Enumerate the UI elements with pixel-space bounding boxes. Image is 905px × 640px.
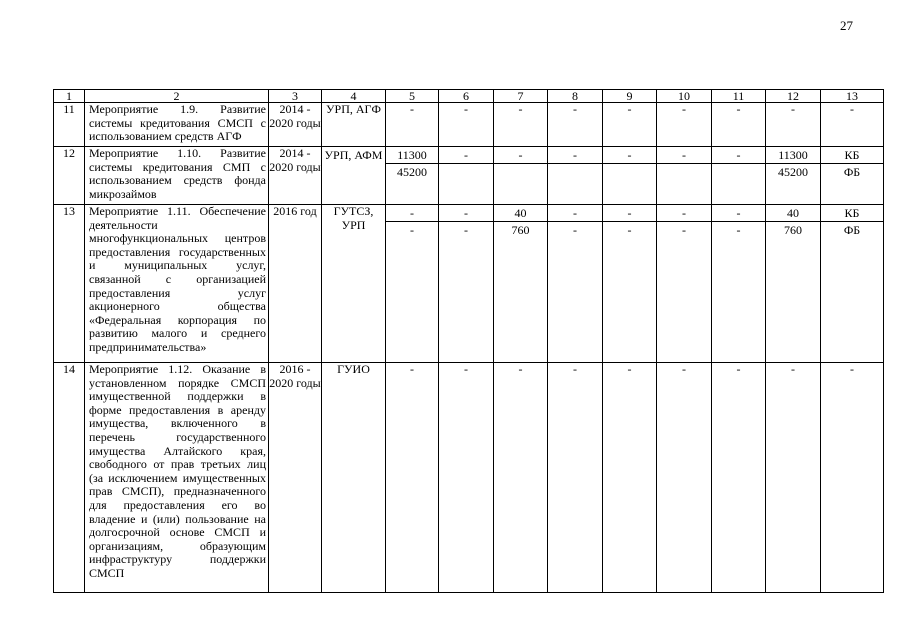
value-sub: - <box>682 223 686 237</box>
value-sub: - <box>573 223 577 237</box>
value-sub: 40 <box>766 205 820 222</box>
measure-name: Мероприятие 1.12. Оказание в установленном порядке СМСП имущественной поддержки в форме предоставления в аренду имущества, включенного в перечень государственного имущества Алтайского края, свободного от прав третьих лиц (за исключением имущественных прав СМСП), предназначенного для предоставления его во владение и (или) пользование на долгосрочной основе СМСП и организациям, образующим инфраструктуру поддержки СМСП <box>85 363 269 593</box>
column-header: 4 <box>322 90 386 103</box>
value-sub: 40 <box>494 205 547 222</box>
value-sub: - <box>548 147 602 164</box>
value-sub: - <box>627 223 632 237</box>
column-header: 9 <box>603 90 657 103</box>
measure-name: Мероприятие 1.11. Обеспечение деятельности многофункциональных центров предоставления государственных и муниципальных услуг, связанной с организацией предоставления услуг акционерного общества «Федеральная корпорация по развитию малого и среднего предпринимательства» <box>85 205 269 363</box>
row-number: 14 <box>54 363 85 593</box>
value-sub: КБ <box>821 147 883 164</box>
value-cell: - <box>657 363 712 593</box>
value-cell <box>821 205 884 363</box>
value-sub: - <box>603 147 656 164</box>
value-sub <box>439 164 493 180</box>
measure-executor: ГУТСЗ, УРП <box>322 205 386 363</box>
value-cell <box>439 205 494 363</box>
value-sub: - <box>603 205 656 222</box>
value-cell: - <box>386 103 439 147</box>
row-number: 13 <box>54 205 85 363</box>
table-row <box>54 205 884 363</box>
value-cell: - <box>386 363 439 593</box>
value-cell: - <box>712 103 766 147</box>
value-cell <box>439 147 494 205</box>
value-sub <box>494 164 547 180</box>
measure-period: 2016 год <box>269 205 322 363</box>
value-cell: - <box>712 363 766 593</box>
page-number: 27 <box>840 18 853 33</box>
value-sub: 11300 <box>766 147 820 164</box>
value-sub: - <box>464 223 468 237</box>
column-header: 10 <box>657 90 712 103</box>
value-sub: - <box>439 147 493 164</box>
value-sub: - <box>657 147 711 164</box>
measure-executor: ГУИО <box>322 363 386 593</box>
value-cell: - <box>766 103 821 147</box>
value-cell: - <box>603 103 657 147</box>
value-cell <box>548 147 603 205</box>
value-sub: - <box>548 205 602 222</box>
measure-executor: УРП, АГФ <box>322 103 386 147</box>
table-row <box>54 147 884 205</box>
column-header: 5 <box>386 90 439 103</box>
measure-executor: УРП, АФМ <box>322 147 386 205</box>
row-number: 12 <box>54 147 85 205</box>
value-cell <box>766 147 821 205</box>
value-cell <box>548 205 603 363</box>
header-row <box>54 90 884 103</box>
value-cell: - <box>657 103 712 147</box>
value-sub: 760 <box>511 223 530 237</box>
value-cell: - <box>439 103 494 147</box>
value-cell: - <box>821 103 884 147</box>
column-header: 12 <box>766 90 821 103</box>
value-cell: - <box>766 363 821 593</box>
column-header: 1 <box>54 90 85 103</box>
value-cell <box>386 147 439 205</box>
value-sub: - <box>736 223 741 237</box>
value-cell <box>766 205 821 363</box>
value-cell: - <box>439 363 494 593</box>
measure-period: 2016 - 2020 годы <box>269 363 322 593</box>
value-sub <box>712 164 765 180</box>
value-sub <box>657 164 711 180</box>
value-cell <box>657 205 712 363</box>
value-cell <box>821 147 884 205</box>
value-cell: - <box>548 103 603 147</box>
value-cell <box>386 205 439 363</box>
measure-name: Мероприятие 1.10. Развитие системы кредитования СМП с использованием средств фонда микрозаймов <box>85 147 269 205</box>
value-cell <box>603 147 657 205</box>
value-cell: - <box>494 363 548 593</box>
value-cell <box>494 205 548 363</box>
measure-name: Мероприятие 1.9. Развитие системы кредитования СМСП с использованием средств АГФ <box>85 103 269 147</box>
column-header: 13 <box>821 90 884 103</box>
value-cell: - <box>494 103 548 147</box>
value-cell: - <box>548 363 603 593</box>
value-sub: - <box>712 147 765 164</box>
column-header: 11 <box>712 90 766 103</box>
table-row <box>54 363 884 593</box>
measure-period: 2014 - 2020 годы <box>269 147 322 205</box>
value-cell <box>494 147 548 205</box>
value-cell <box>657 147 712 205</box>
value-sub: 45200 <box>397 165 427 179</box>
value-sub: 760 <box>784 223 802 237</box>
value-sub: 45200 <box>778 165 808 179</box>
value-sub <box>548 164 602 180</box>
value-cell <box>712 205 766 363</box>
value-sub: - <box>410 223 414 237</box>
value-sub <box>603 164 656 180</box>
value-sub: КБ <box>821 205 883 222</box>
column-header: 7 <box>494 90 548 103</box>
column-header: 3 <box>269 90 322 103</box>
table-row <box>54 103 884 147</box>
measure-period: 2014 - 2020 годы <box>269 103 322 147</box>
value-sub: - <box>712 205 765 222</box>
value-sub: ФБ <box>843 223 861 237</box>
value-sub: - <box>657 205 711 222</box>
column-header: 6 <box>439 90 494 103</box>
value-sub: - <box>439 205 493 222</box>
column-header: 8 <box>548 90 603 103</box>
value-sub: 11300 <box>386 147 438 164</box>
value-cell <box>712 147 766 205</box>
program-table <box>53 89 884 593</box>
value-sub: - <box>494 147 547 164</box>
value-sub: - <box>386 205 438 222</box>
value-cell <box>603 205 657 363</box>
value-cell: - <box>603 363 657 593</box>
value-sub: ФБ <box>843 165 861 179</box>
column-header: 2 <box>85 90 269 103</box>
value-cell: - <box>821 363 884 593</box>
row-number: 11 <box>54 103 85 147</box>
